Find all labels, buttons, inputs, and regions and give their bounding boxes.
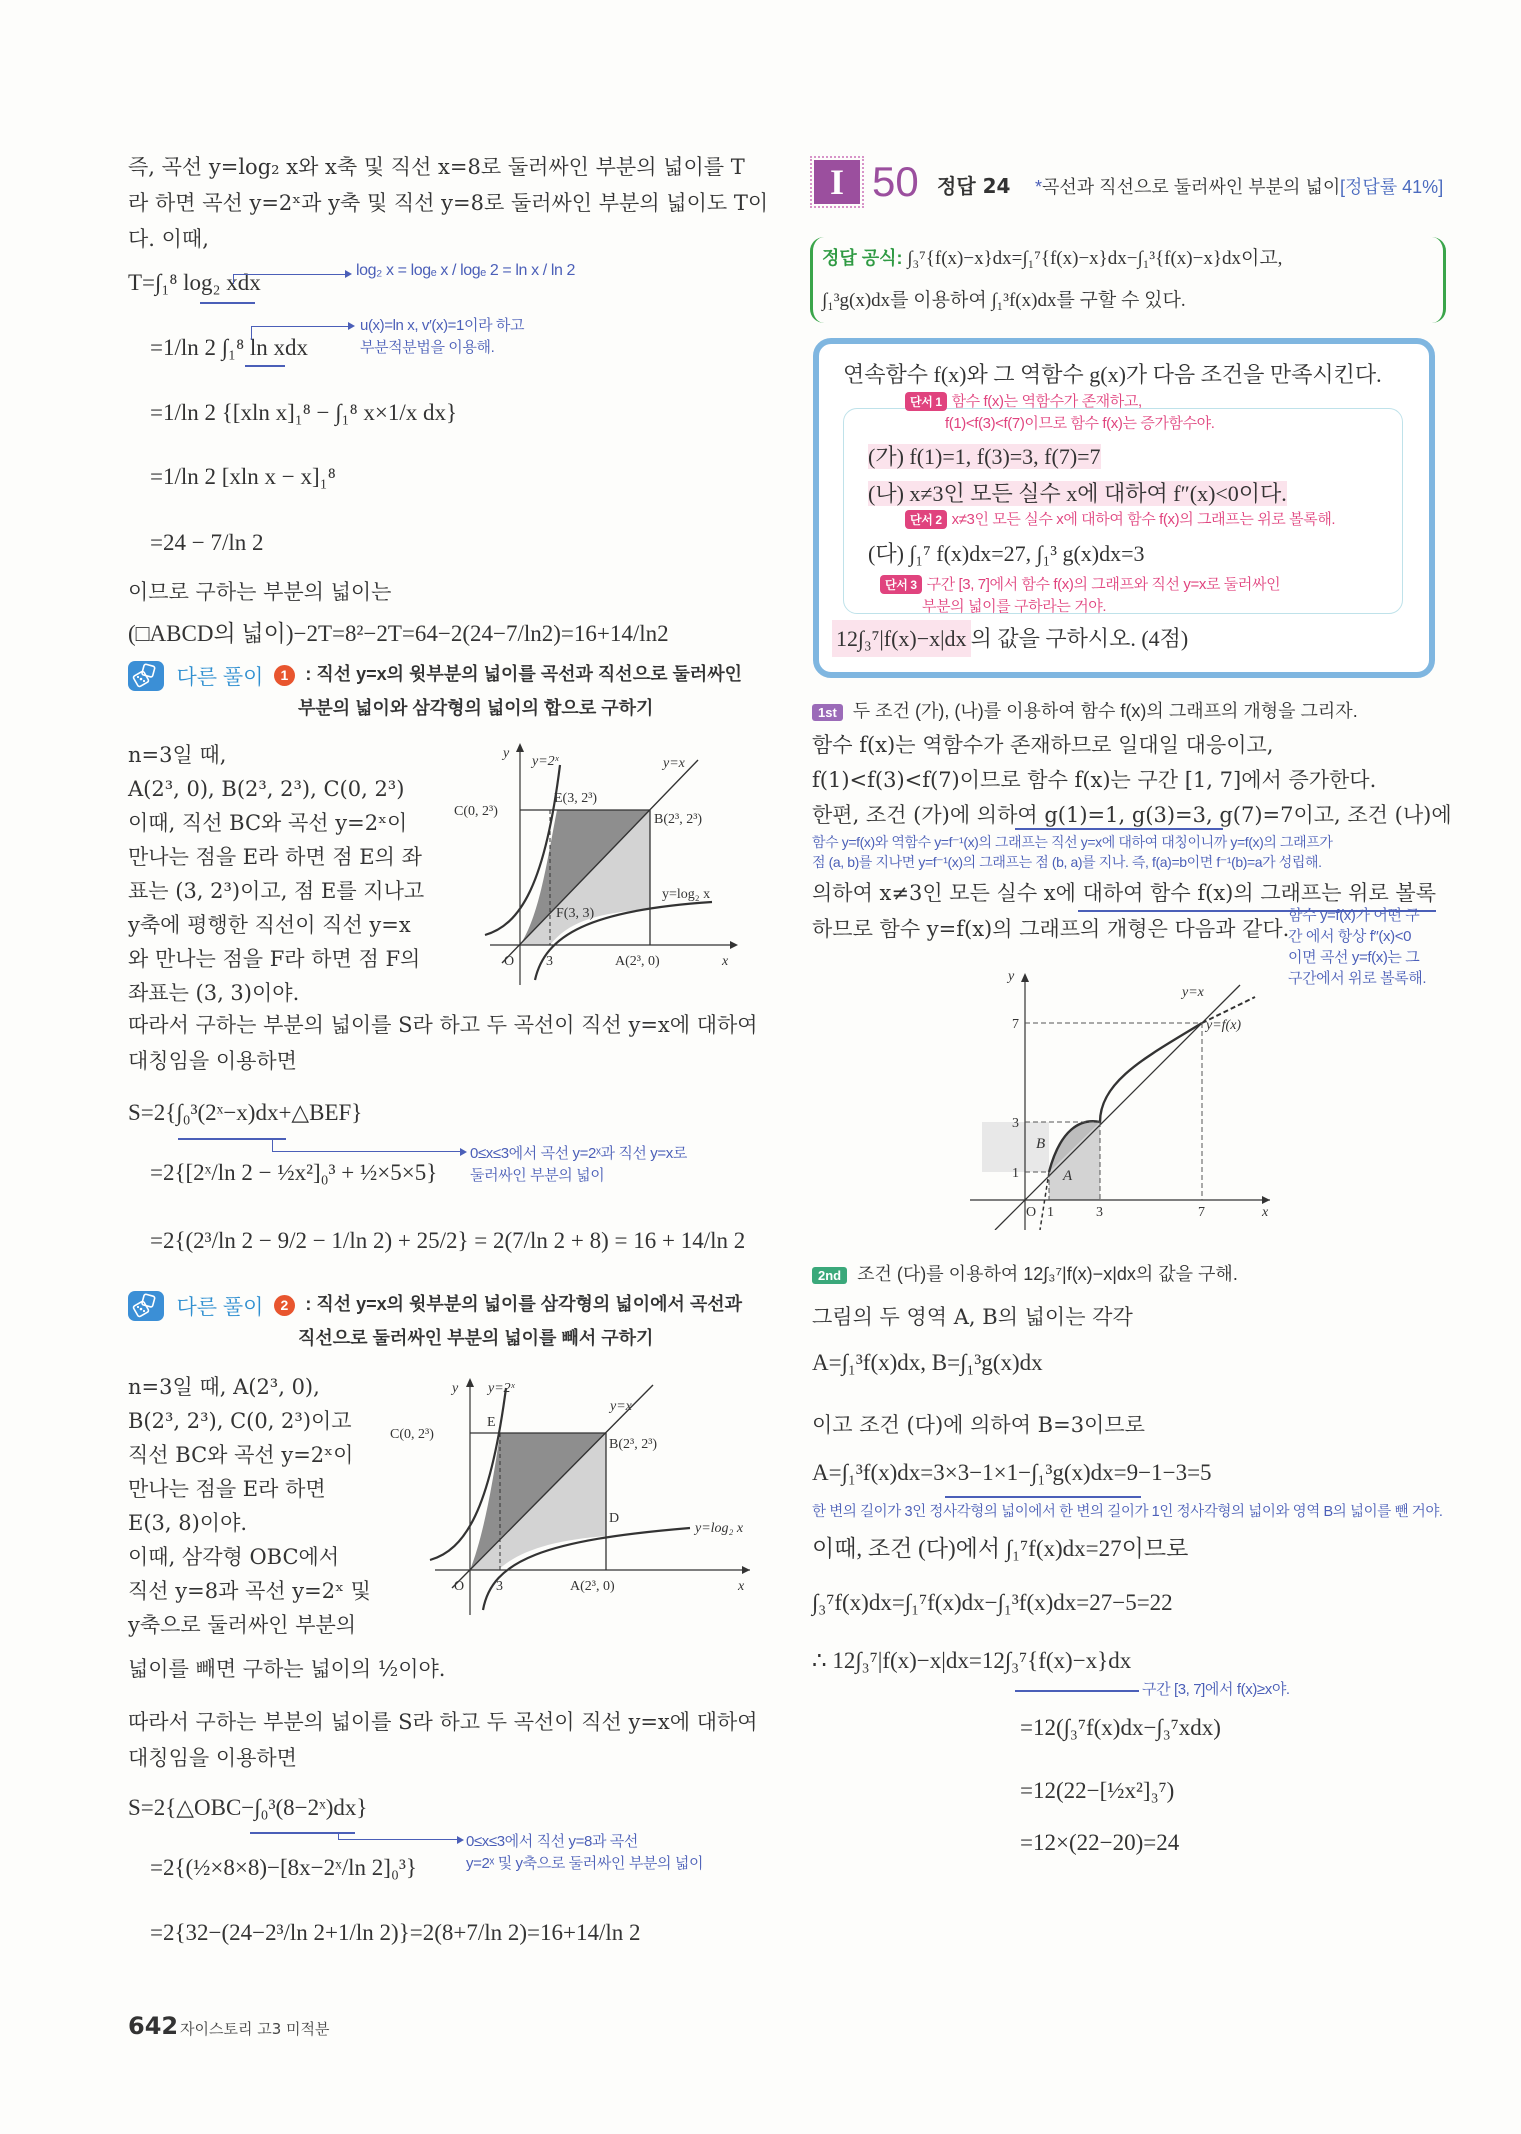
step-2-title: 조건 (다)를 이용하여 12∫₃⁷|f(x)−x|dx의 값을 구해. bbox=[857, 1264, 1238, 1284]
step2-therefore: ∴ 12∫₃⁷|f(x)−x|dx=12∫₃⁷{f(x)−x}dx bbox=[812, 1648, 1132, 1673]
alt-title-line-1: 직선 y=x의 윗부분의 넓이를 삼각형의 넓이에서 곡선과 bbox=[316, 1294, 743, 1314]
hint-1-line-2: f(1)<f(3)<f(7)이므로 함수 f(x)는 증가함수야. bbox=[945, 415, 1215, 432]
alt1-text-block bbox=[128, 738, 424, 1010]
hint-3-line-1: 단서 3 구간 [3, 7]에서 함수 f(x)의 그래프와 직선 y=x로 둘러싸인 bbox=[880, 573, 1280, 594]
arrow-head-ln bbox=[348, 322, 355, 330]
problem-number: 50 bbox=[872, 158, 919, 205]
svg-text:E(3, 2³): E(3, 2³) bbox=[554, 791, 598, 806]
underline-g-values bbox=[1015, 828, 1223, 830]
T-line-2: =1/ln 2 ∫₁⁸ ln xdx bbox=[150, 335, 308, 360]
alt2-text-block bbox=[128, 1370, 371, 1642]
hint-tag: 단서 1 bbox=[905, 392, 947, 411]
final-line-2: =12(22−[½x²]₃⁷) bbox=[1020, 1778, 1175, 1803]
alt-title-line-1: 직선 y=x의 윗부분의 넓이를 곡선과 직선으로 둘러싸인 bbox=[316, 664, 743, 684]
alt2-line: 직선 y=8과 곡선 y=2ˣ 및 bbox=[128, 1579, 371, 1603]
note-square: 한 변의 길이가 3인 정사각형의 넓이에서 한 변의 길이가 1인 정사각형의 넓이와 영역 B의 넓이를 뺀 거야. bbox=[812, 1504, 1443, 1520]
question-text: 의 값을 구하시오. (4점) bbox=[970, 626, 1189, 651]
book-title: 자이스토리 고3 미적분 bbox=[180, 2020, 330, 2038]
step1-line-5: 하므로 함수 y=f(x)의 그래프의 개형은 다음과 같다. bbox=[812, 917, 1290, 941]
T-expression: T=∫₁⁸ log₂ xdx bbox=[128, 270, 261, 295]
formula-line-2: ∫₁³g(x)dx를 이용하여 ∫₁³f(x)dx를 구할 수 있다. bbox=[822, 290, 1186, 311]
hint-3-line-2: 부분의 넓이를 구하라는 거야. bbox=[922, 598, 1107, 615]
formula-label: 정답 공식: bbox=[822, 248, 903, 268]
alt2-graph bbox=[370, 1370, 760, 1630]
underline-interval bbox=[1015, 1690, 1139, 1692]
svg-text:x: x bbox=[1262, 1205, 1269, 1220]
arrow-integral-1 bbox=[272, 1140, 462, 1152]
dice-icon bbox=[128, 661, 164, 691]
alt-title-line-2: 부분의 넓이와 삼각형의 넓이의 합으로 구하기 bbox=[298, 698, 654, 718]
step-1-lines bbox=[812, 728, 1452, 833]
note-parts-2: 부분적분법을 이용해. bbox=[360, 339, 495, 356]
svg-text:x: x bbox=[722, 954, 729, 969]
alt2-S-line-3: =2{32−(24−2³/ln 2+1/ln 2)}=2(8+7/ln 2)=16+14/ln 2 bbox=[150, 1920, 641, 1945]
alt-number-badge: 1 bbox=[274, 665, 295, 686]
alt1-line: 표는 (3, 2³)이고, 점 E를 지나고 bbox=[128, 879, 425, 903]
alt2-half-line: 넓이를 빼면 구하는 넓이의 ½이야. bbox=[128, 1657, 446, 1681]
condition-ga: (가) f(1)=1, f(3)=3, f(7)=7 bbox=[868, 444, 1101, 469]
alt2-line: B(2³, 2³), C(0, 2³)이고 bbox=[128, 1409, 352, 1433]
svg-text:1: 1 bbox=[1012, 1166, 1019, 1181]
hint-tag: 단서 2 bbox=[905, 510, 947, 529]
note-parts-1: u(x)=ln x, v′(x)=1이라 하고 bbox=[360, 317, 525, 334]
alt1-line: A(2³, 0), B(2³, 2³), C(0, 2³) bbox=[128, 777, 405, 801]
final-line-3: =12×(22−20)=24 bbox=[1020, 1830, 1180, 1855]
alt1-note-1: 0≤x≤3에서 곡선 y=2ˣ과 직선 y=x로 bbox=[470, 1145, 687, 1162]
svg-text:O: O bbox=[504, 954, 515, 969]
svg-text:3: 3 bbox=[546, 954, 553, 969]
alt2-line: 만나는 점을 E라 하면 bbox=[128, 1477, 326, 1501]
svg-text:y=2ˣ: y=2ˣ bbox=[532, 754, 559, 769]
note-interval: 구간 [3, 7]에서 f(x)≥x야. bbox=[1142, 1681, 1290, 1698]
condition-na: (나) x≠3인 모든 실수 x에 대하여 f″(x)<0이다. bbox=[868, 481, 1287, 506]
T-line-4: =1/ln 2 [xln x − x]₁⁸ bbox=[150, 464, 336, 489]
arrow-head-integral-2 bbox=[457, 1836, 464, 1844]
alt1-graph bbox=[420, 735, 750, 995]
svg-text:A(2³, 0): A(2³, 0) bbox=[615, 954, 660, 969]
arrow-ln bbox=[251, 326, 351, 340]
intro-line-3: 다. 이때, bbox=[128, 227, 209, 251]
underline-square bbox=[945, 1496, 1141, 1498]
intro-line-2: 라 하면 곡선 y=2ˣ과 y축 및 직선 y=8로 둘러싸인 부분의 넓이도 T이 bbox=[128, 191, 769, 215]
alt1-line: 좌표는 (3, 3)이야. bbox=[128, 981, 300, 1005]
svg-text:y=x: y=x bbox=[1182, 985, 1204, 1000]
arrow-head-integral-1 bbox=[460, 1148, 467, 1156]
svg-text:O: O bbox=[454, 1579, 465, 1594]
svg-text:A: A bbox=[1063, 1168, 1073, 1184]
svg-text:A(2³, 0): A(2³, 0) bbox=[570, 1579, 615, 1594]
formula-line-1 bbox=[822, 243, 1282, 270]
alt-label: 다른 풀이 bbox=[176, 665, 264, 689]
arrow-log bbox=[233, 274, 348, 284]
svg-text:C(0, 2³): C(0, 2³) bbox=[390, 1427, 434, 1442]
T-line-5: =24 − 7/ln 2 bbox=[150, 530, 264, 555]
step2-line-3: 이고 조건 (다)에 의하여 B=3이므로 bbox=[812, 1413, 1145, 1437]
svg-text:7: 7 bbox=[1012, 1017, 1019, 1032]
svg-text:3: 3 bbox=[1012, 1116, 1019, 1131]
alt1-conclusion-2: 대칭임을 이용하면 bbox=[128, 1049, 297, 1073]
svg-text:y: y bbox=[1008, 969, 1015, 984]
alt-solution-2-header: 다른 풀이 2 : 직선 y=x의 윗부분의 넓이를 삼각형의 넓이에서 곡선과 bbox=[128, 1290, 742, 1321]
step2-then: 이때, 조건 (다)에서 ∫₁⁷f(x)dx=27이므로 bbox=[812, 1536, 1189, 1561]
alt2-conclusion-1: 따라서 구하는 부분의 넓이를 S라 하고 두 곡선이 직선 y=x에 대하여 bbox=[128, 1710, 758, 1734]
svg-text:x: x bbox=[738, 1579, 745, 1594]
step1-line-4: 의하여 x≠3인 모든 실수 x에 대하여 함수 f(x)의 그래프는 위로 볼록 bbox=[812, 881, 1436, 905]
step2-line-1: 그림의 두 영역 A, B의 넓이는 각각 bbox=[812, 1305, 1133, 1329]
step-2-header bbox=[812, 1260, 1238, 1286]
svg-text:D: D bbox=[609, 1511, 620, 1526]
page-number: 642 bbox=[128, 2012, 179, 2040]
alt2-line: n=3일 때, A(2³, 0), bbox=[128, 1375, 320, 1399]
hint-2: 단서 2 x≠3인 모든 실수 x에 대하여 함수 f(x)의 그래프는 위로 볼록해. bbox=[905, 508, 1335, 529]
step1-line: 함수 f(x)는 역함수가 존재하므로 일대일 대응이고, bbox=[812, 733, 1274, 757]
alt1-S-line-3: =2{(2³/ln 2 − 9/2 − 1/ln 2) + 25/2} = 2(7/ln 2 + 8) = 16 + 14/ln 2 bbox=[150, 1228, 746, 1253]
svg-text:O: O bbox=[1026, 1205, 1037, 1220]
question bbox=[832, 622, 1188, 653]
svg-text:3: 3 bbox=[1096, 1205, 1103, 1220]
alt2-conclusion-2: 대칭임을 이용하면 bbox=[128, 1746, 297, 1770]
alt1-line: 만나는 점을 E라 하면 점 E의 좌 bbox=[128, 845, 422, 869]
question-math: 12∫₃⁷|f(x)−x|dx bbox=[832, 620, 971, 657]
step-1-tag: 1st bbox=[812, 704, 843, 721]
alt1-note-2: 둘러싸인 부분의 넓이 bbox=[470, 1167, 605, 1184]
svg-text:F(3, 3): F(3, 3) bbox=[556, 906, 595, 921]
step2-integral: ∫₃⁷f(x)dx=∫₁⁷f(x)dx−∫₁³f(x)dx=27−5=22 bbox=[812, 1590, 1173, 1615]
alt1-conclusion-1: 따라서 구하는 부분의 넓이를 S라 하고 두 곡선이 직선 y=x에 대하여 bbox=[128, 1013, 758, 1037]
svg-text:y=2ˣ: y=2ˣ bbox=[488, 1381, 515, 1396]
svg-text:y=log₂ x: y=log₂ x bbox=[662, 887, 711, 902]
note-log-change: log₂ x = logₑ x / logₑ 2 = ln x / ln 2 bbox=[356, 262, 576, 279]
step-2-tag: 2nd bbox=[812, 1267, 847, 1284]
note-inverse-1: 함수 y=f(x)와 역함수 y=f⁻¹(x)의 그래프는 직선 y=x에 대하여 대칭이니까 y=f(x)의 그래프가 bbox=[812, 834, 1333, 850]
intro-line-1: 즉, 곡선 y=log₂ x와 x축 및 직선 x=8로 둘러싸인 부분의 넓이를 T bbox=[128, 155, 745, 179]
answer-label: 정답 24 bbox=[937, 174, 1011, 198]
alt-solution-1-header: 다른 풀이 1 : 직선 y=x의 윗부분의 넓이를 곡선과 직선으로 둘러싸인 bbox=[128, 660, 742, 691]
final-line-1: =12(∫₃⁷f(x)dx−∫₃⁷xdx) bbox=[1020, 1715, 1221, 1740]
svg-text:y=x: y=x bbox=[663, 756, 685, 771]
svg-text:y=f(x): y=f(x) bbox=[1206, 1018, 1242, 1033]
alt2-line: y축으로 둘러싸인 부분의 bbox=[128, 1613, 357, 1637]
dice-icon bbox=[128, 1291, 164, 1321]
svg-text:y=x: y=x bbox=[610, 1399, 632, 1414]
underline-integral-1 bbox=[178, 1138, 286, 1140]
hint-tag: 단서 3 bbox=[880, 575, 922, 594]
underline-log bbox=[200, 302, 255, 304]
svg-text:y: y bbox=[452, 1381, 459, 1396]
alt2-S-line-2: =2{(½×8×8)−[8x−2ˣ/ln 2]₀³} bbox=[150, 1855, 417, 1880]
alt1-line: n=3일 때, bbox=[128, 743, 227, 767]
svg-text:C(0, 2³): C(0, 2³) bbox=[454, 804, 498, 819]
svg-text:E: E bbox=[487, 1415, 496, 1430]
result-intro: 이므로 구하는 부분의 넓이는 bbox=[128, 580, 392, 604]
topic bbox=[1035, 173, 1340, 199]
alt2-note-2: y=2ˣ 및 y축으로 둘러싸인 부분의 넓이 bbox=[466, 1855, 704, 1872]
step2-line-4: A=∫₁³f(x)dx=3×3−1×1−∫₁³g(x)dx=9−1−3=5 bbox=[812, 1460, 1212, 1485]
step1-line: 한편, 조건 (가)에 의하여 g(1)=1, g(3)=3, g(7)=7이고, 조건 (나)에 bbox=[812, 803, 1452, 827]
step1-line: f(1)<f(3)<f(7)이므로 함수 f(x)는 구간 [1, 7]에서 증가한다. bbox=[812, 768, 1377, 792]
alt2-line: 직선 BC와 곡선 y=2ˣ이 bbox=[128, 1443, 354, 1467]
topic-text: 곡선과 직선으로 둘러싸인 부분의 넓이 bbox=[1042, 177, 1341, 197]
result-line: (□ABCD의 넓이)−2T=8²−2T=64−2(24−7/ln2)=16+14/ln2 bbox=[128, 621, 669, 646]
alt2-S-line-1: S=2{△OBC−∫₀³(8−2ˣ)dx} bbox=[128, 1795, 368, 1820]
alt1-S-line-2: =2{[2ˣ/ln 2 − ½x²]₀³ + ½×5×5} bbox=[150, 1160, 438, 1185]
step2-line-2: A=∫₁³f(x)dx, B=∫₁³g(x)dx bbox=[812, 1350, 1043, 1375]
arrow-head-log bbox=[345, 270, 352, 278]
step-1-header bbox=[812, 697, 1358, 723]
alt-label: 다른 풀이 bbox=[176, 1295, 264, 1319]
svg-text:y: y bbox=[503, 746, 510, 761]
alt-title-line-2: 직선으로 둘러싸인 부분의 넓이를 빼서 구하기 bbox=[298, 1328, 654, 1348]
svg-text:1: 1 bbox=[1047, 1205, 1054, 1220]
underline-ln bbox=[245, 365, 285, 367]
alt1-line: y축에 평행한 직선이 직선 y=x bbox=[128, 913, 411, 937]
alt2-line: 이때, 삼각형 OBC에서 bbox=[128, 1545, 340, 1569]
svg-text:B: B bbox=[1036, 1136, 1046, 1152]
unit-badge: I bbox=[814, 160, 860, 204]
arrow-integral-2 bbox=[338, 1834, 460, 1840]
formula-text-1: ∫₃⁷{f(x)−x}dx=∫₁⁷{f(x)−x}dx−∫₁³{f(x)−x}dx이고, bbox=[907, 248, 1283, 269]
alt-number-badge: 2 bbox=[274, 1295, 295, 1316]
alt1-line: 와 만나는 점을 F라 하면 점 F의 bbox=[128, 947, 421, 971]
T-line-3: =1/ln 2 {[xln x]₁⁸ − ∫₁⁸ x×1/x dx} bbox=[150, 400, 457, 425]
alt1-S-line-1: S=2{∫₀³(2ˣ−x)dx+△BEF} bbox=[128, 1100, 363, 1125]
alt2-line: E(3, 8)이야. bbox=[128, 1511, 248, 1535]
step1-graph bbox=[960, 960, 1280, 1230]
correct-rate: [정답률 41%] bbox=[1340, 177, 1444, 197]
star-icon: * bbox=[1035, 177, 1043, 197]
problem-stem: 연속함수 f(x)와 그 역함수 g(x)가 다음 조건을 만족시킨다. bbox=[843, 362, 1382, 387]
svg-text:7: 7 bbox=[1198, 1205, 1205, 1220]
svg-text:B(2³, 2³): B(2³, 2³) bbox=[609, 1437, 658, 1452]
note-inverse-2: 점 (a, b)를 지나면 y=f⁻¹(x)의 그래프는 점 (b, a)를 지나. 즉, f(a)=b이면 f⁻¹(b)=a가 성립해. bbox=[812, 854, 1322, 870]
svg-text:3: 3 bbox=[496, 1579, 503, 1594]
alt1-line: 이때, 직선 BC와 곡선 y=2ˣ이 bbox=[128, 811, 408, 835]
svg-text:y=log₂ x: y=log₂ x bbox=[695, 1521, 744, 1536]
condition-da: (다) ∫₁⁷ f(x)dx=27, ∫₁³ g(x)dx=3 bbox=[868, 541, 1145, 566]
alt2-note-1: 0≤x≤3에서 직선 y=8과 곡선 bbox=[466, 1833, 638, 1850]
side-note: 함수 y=f(x)가 어떤 구 간 에서 항상 f″(x)<0 이면 곡선 y=f(x)는 그 구간에서 위로 볼록해. bbox=[1288, 907, 1427, 987]
step-1-title: 두 조건 (가), (나)를 이용하여 함수 f(x)의 그래프의 개형을 그리자. bbox=[852, 701, 1358, 721]
svg-text:B(2³, 2³): B(2³, 2³) bbox=[654, 812, 703, 827]
hint-1-line-1: 단서 1 함수 f(x)는 역함수가 존재하고, bbox=[905, 390, 1142, 411]
